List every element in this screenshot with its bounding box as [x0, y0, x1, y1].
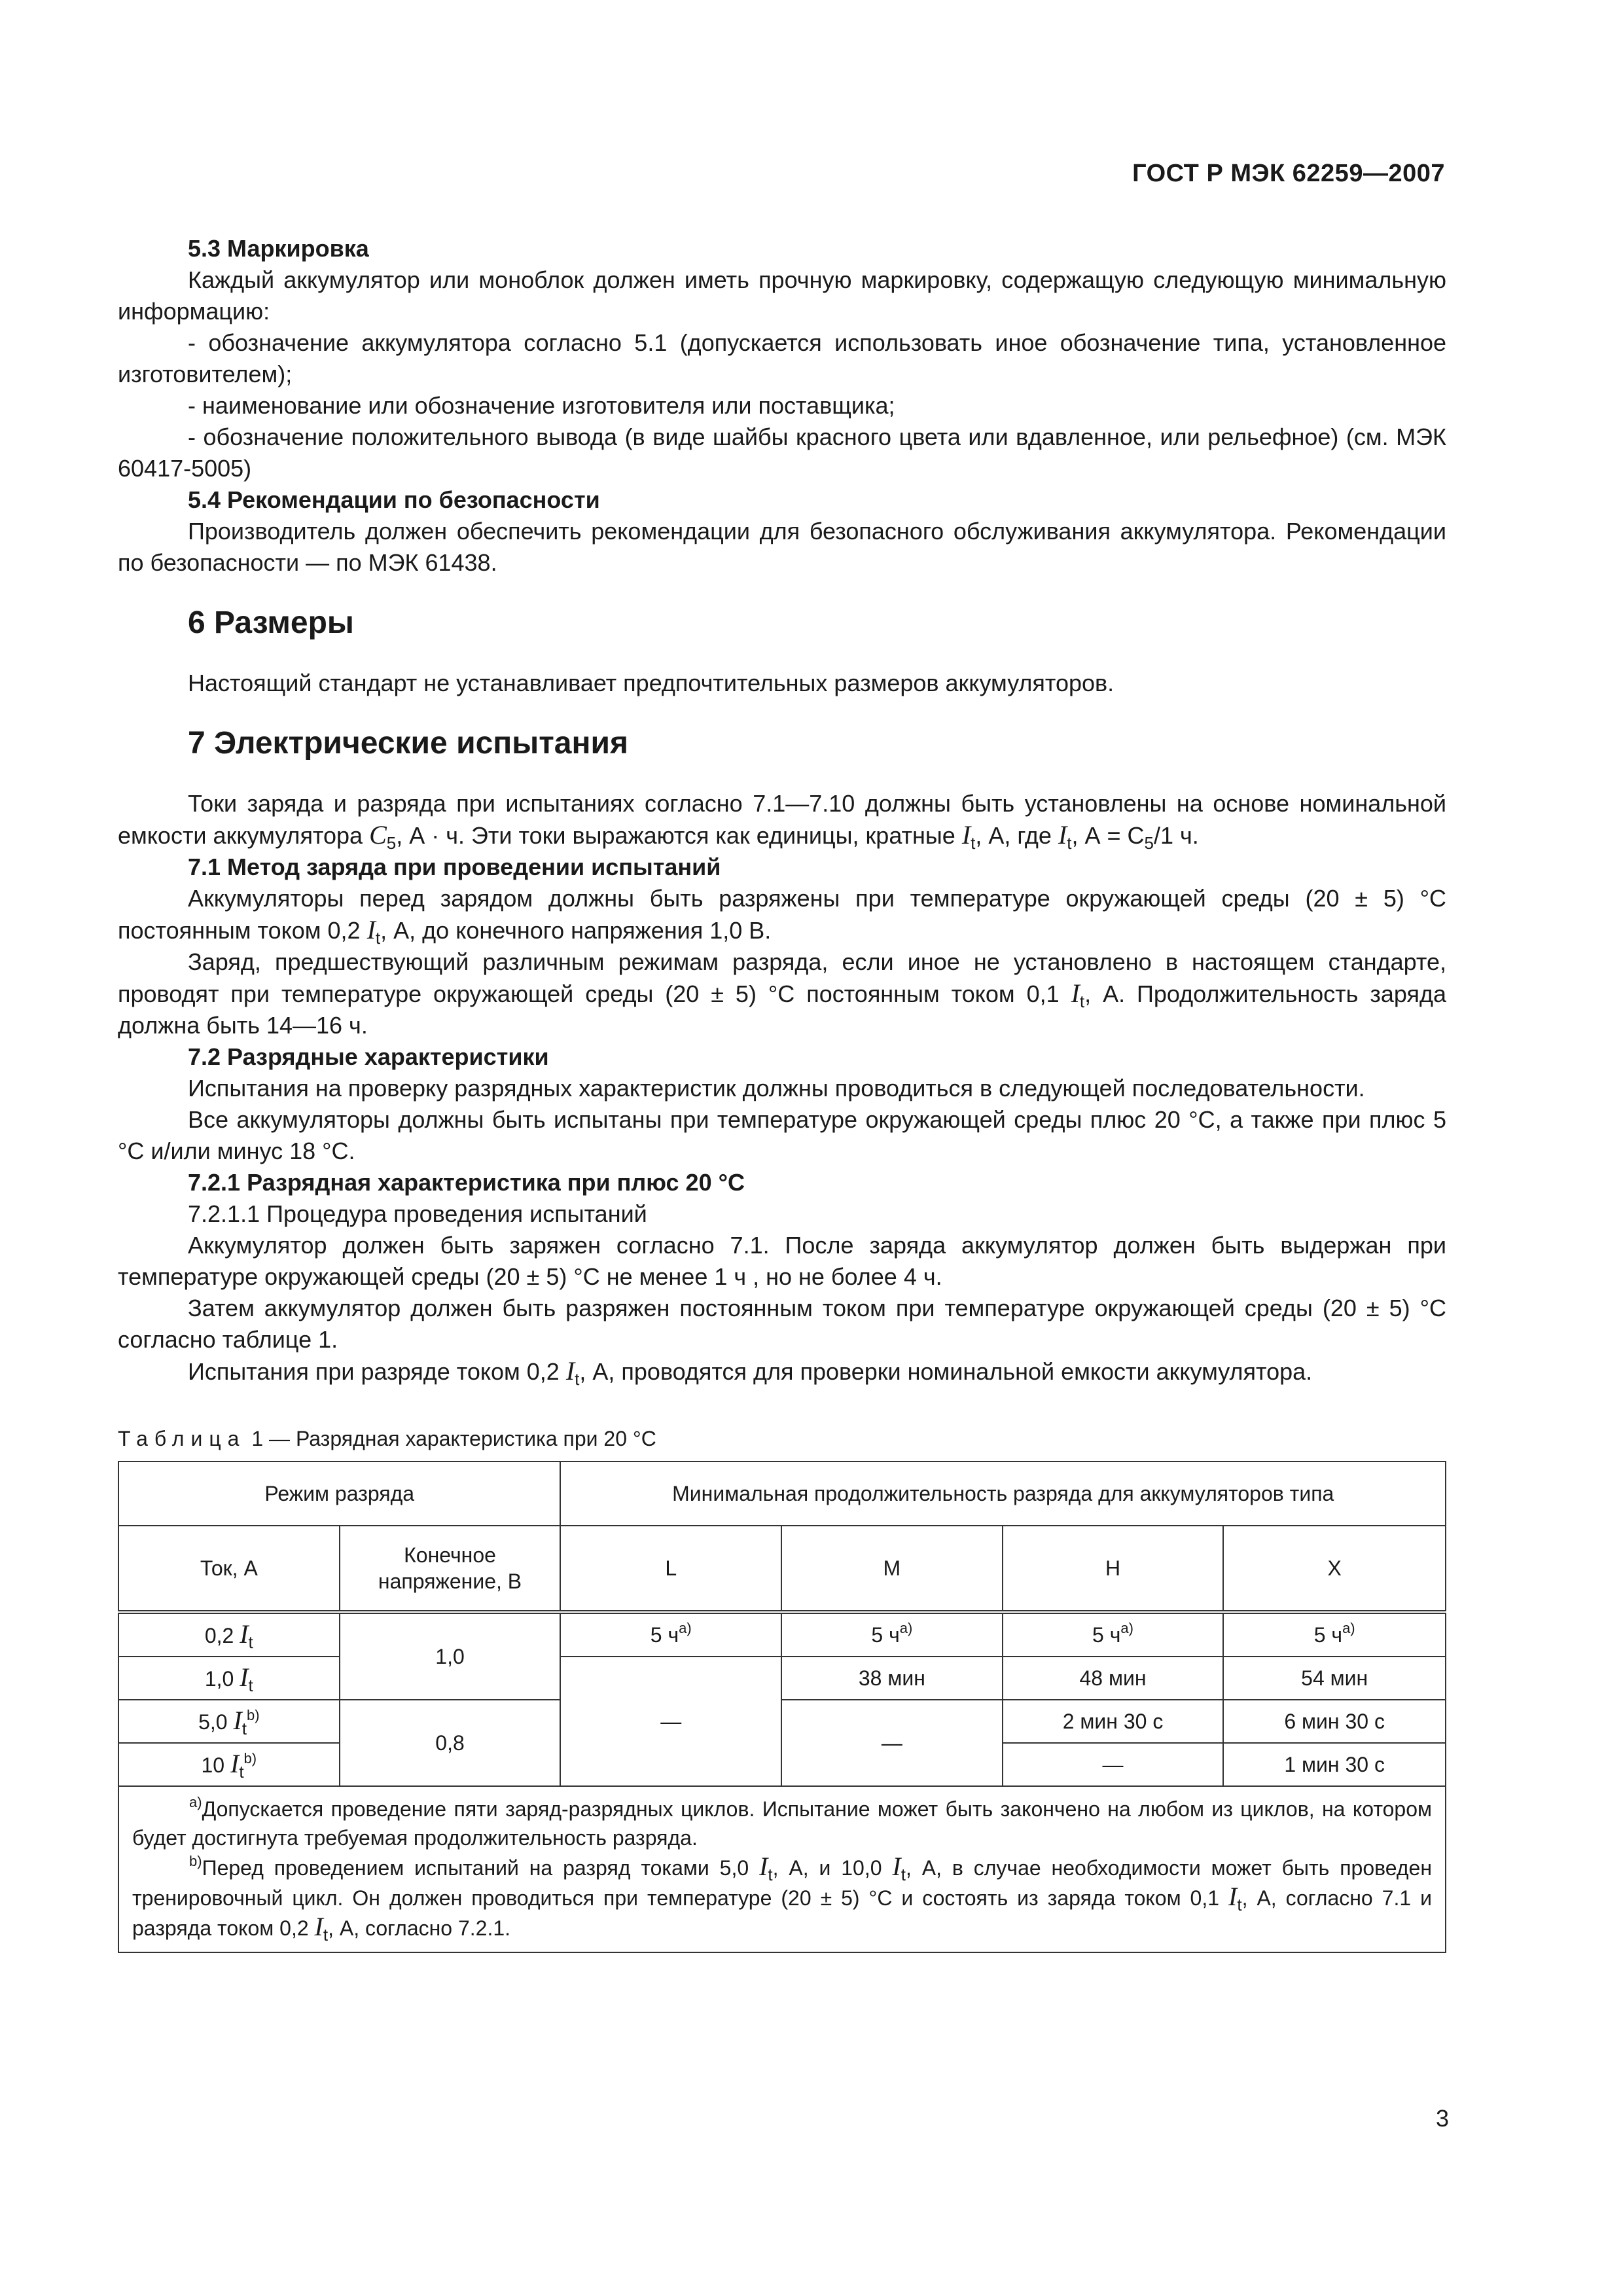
table-cell: 6 мин 30 с [1223, 1700, 1446, 1743]
section-7-heading: 7 Электрические испытания [188, 726, 628, 761]
table-row [118, 1657, 1446, 1700]
table-cell: 2 мин 30 с [1003, 1700, 1224, 1743]
section-5-3-paragraph: Каждый аккумулятор или моноблок должен иметь прочную маркировку, содержащую следующую минимальную информацию: [118, 266, 1446, 325]
footnote-a: $^{a)}$Допускается проведение пяти заряд-разрядных циклов. Испытание может быть закончено на любом из циклов, на котором будет достигнута требуемая продолжительность разряда. [132, 1794, 1432, 1850]
section-7-2-1-paragraph-1: Аккумулятор должен быть заряжен согласно 7.1. После заряда аккумулятор должен быть выдержан при температуре окружающей среды (20 ± 5) °С не менее 1 ч , но не более 4 ч. [118, 1232, 1446, 1290]
table-cell: 5 $ч^{a)}$ [1003, 1612, 1224, 1657]
table-1 [118, 1461, 1446, 1953]
table-cell-current: 10 $I_t^{b)}$ [118, 1743, 340, 1786]
table-header-mode: Режим разряда [118, 1462, 560, 1526]
table-cell: 54 мин [1223, 1657, 1446, 1700]
table-header-voltage: Конечное напряжение, В [340, 1526, 561, 1612]
section-6-heading: 6 Размеры [188, 605, 354, 640]
section-7-2-heading: 7.2 Разрядные характеристики [188, 1043, 549, 1070]
section-7-1-paragraph-1: Аккумуляторы перед зарядом должны быть разряжены при температуре окружающей среды (20 ± 5) °С постоянным током 0,2 $I_t$, А, до конечного напряжения 1,0 В. [118, 885, 1446, 948]
table-cell: 5 $ч^{a)}$ [1223, 1612, 1446, 1657]
section-7-paragraph: Токи заряда и разряда при испытаниях согласно 7.1—7.10 должны быть установлены на основе номинальной емкости аккумулятора $C_5$, А · ч. Эти токи выражаются как единицы, кратные $I_t$, А, где $I_t$, $А = C_5/1$ ч. [118, 790, 1446, 853]
table-header-type-m: M [781, 1526, 1003, 1612]
page-number: 3 [1435, 2105, 1449, 2132]
standard-header: ГОСТ Р МЭК 62259—2007 [1132, 160, 1445, 187]
section-7-2-1-heading: 7.2.1 Разрядная характеристика при плюс 20 °С [188, 1169, 745, 1196]
table-cell-current: 5,0 $I_t^{b)}$ [118, 1700, 340, 1743]
table-row [118, 1700, 1446, 1743]
section-5-3-heading: 5.3 Маркировка [188, 235, 369, 262]
section-7-2-paragraph-1: Испытания на проверку разрядных характеристик должны проводиться в следующей последовательности. [188, 1075, 1365, 1102]
table-cell-current: 1,0 $I_t$ [118, 1657, 340, 1700]
table-cell: 48 мин [1003, 1657, 1224, 1700]
table-1-caption: Таблица 1 — Разрядная характеристика при 20 °С [118, 1427, 656, 1450]
document-body [118, 233, 1446, 1953]
section-7-1-paragraph-2: Заряд, предшествующий различным режимам разряда, если иное не установлено в настоящем стандарте, проводят при температуре окружающей среды (20 ± 5) °С постоянным током 0,1 $I_t$, А. Продолжительность заряда должна быть 14—16 ч. [118, 948, 1446, 1039]
table-footnotes [118, 1786, 1446, 1952]
section-7-2-paragraph-2: Все аккумуляторы должны быть испытаны при температуре окружающей среды плюс 20 °С, а также при плюс 5 °С и/или минус 18 °С. [118, 1106, 1446, 1164]
table-cell: 5 $ч^{a)}$ [781, 1612, 1003, 1657]
section-5-4-paragraph: Производитель должен обеспечить рекомендации для безопасного обслуживания аккумулятора. Рекомендации по безопасности — по МЭК 61438. [118, 518, 1446, 576]
table-cell-current: 0,2 $I_t$ [118, 1612, 340, 1657]
table-cell-dash: — [781, 1700, 1003, 1786]
table-header-type-x: X [1223, 1526, 1446, 1612]
section-7-1-heading: 7.1 Метод заряда при проведении испытаний [188, 853, 721, 880]
table-header-type-l: L [560, 1526, 781, 1612]
table-header-min-duration: Минимальная продолжительность разряда для аккумуляторов типа [560, 1462, 1446, 1526]
table-header-current: Ток, А [118, 1526, 340, 1612]
table-cell: 5 $ч^{a)}$ [560, 1612, 781, 1657]
table-cell-dash: — [1003, 1743, 1224, 1786]
section-5-3-item-1: - обозначение аккумулятора согласно 5.1 (допускается использовать иное обозначение типа, установленное изготовителем); [118, 329, 1446, 387]
table-row [118, 1612, 1446, 1657]
section-7-2-1-paragraph-2: Затем аккумулятор должен быть разряжен постоянным током при температуре окружающей среды (20 ± 5) °С согласно таблице 1. [118, 1295, 1446, 1353]
section-7-2-1-paragraph-3: Испытания при разряде током 0,2 $I_t$, А, проводятся для проверки номинальной емкости аккумулятора. [188, 1356, 1313, 1389]
section-7-2-1-1-heading: 7.2.1.1 Процедура проведения испытаний [188, 1200, 647, 1227]
table-cell: 1 мин 30 с [1223, 1743, 1446, 1786]
table-cell-voltage: 1,0 [340, 1612, 561, 1700]
section-5-3-item-3: - обозначение положительного вывода (в виде шайбы красного цвета или вдавленное, или рельефное) (см. МЭК 60417-5005) [118, 423, 1446, 482]
section-5-4-heading: 5.4 Рекомендации по безопасности [188, 486, 600, 513]
table-cell: 38 мин [781, 1657, 1003, 1700]
table-header-type-h: H [1003, 1526, 1224, 1612]
table-cell-voltage: 0,8 [340, 1700, 561, 1786]
table-cell-dash: — [560, 1657, 781, 1786]
section-6-paragraph: Настоящий стандарт не устанавливает предпочтительных размеров аккумуляторов. [188, 670, 1115, 696]
footnote-b: $^{b)}$Перед проведением испытаний на разряд токами 5,0 $I_t$, А, и 10,0 $I_t$, А, в случае необходимости может быть проведен тренировочный цикл. Он должен проводиться при температуре (20 ± 5) °С и состоять из заряда током 0,1 $I_t$, А, согласно 7.1 и разряда током 0,2 $I_t$, А, согласно 7.2.1. [132, 1852, 1433, 1945]
section-5-3-item-2: - наименование или обозначение изготовителя или поставщика; [188, 392, 895, 419]
